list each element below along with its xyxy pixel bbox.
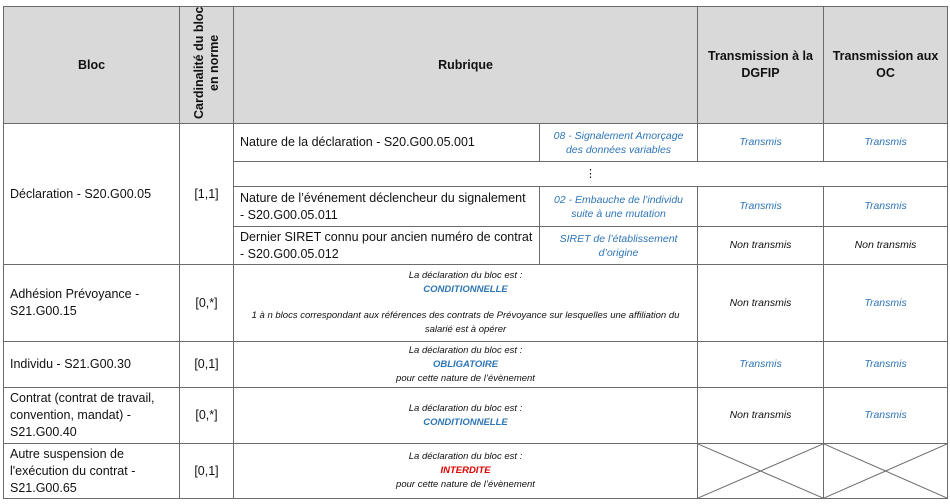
rule-line: La déclaration du bloc est : bbox=[408, 451, 523, 462]
table-row bbox=[4, 388, 948, 444]
valeur-cell: SIRET de l’établissement d’origine bbox=[540, 227, 698, 265]
rubrique-cell: Nature de la déclaration - S20.G00.05.001 bbox=[234, 124, 540, 162]
card-suspension: [0,1] bbox=[180, 444, 234, 499]
card-individu: [0,1] bbox=[180, 342, 234, 388]
header-cardinalite bbox=[180, 7, 234, 124]
dgfip-cell: Non transmis bbox=[698, 388, 824, 444]
table-row bbox=[4, 444, 948, 499]
status-conditionnelle: CONDITIONNELLE bbox=[423, 416, 508, 428]
cross-icon bbox=[824, 444, 947, 498]
oc-cell: Transmis bbox=[824, 187, 948, 227]
valeur-cell: 08 - Signalement Amorçage des données variables bbox=[540, 124, 698, 162]
rule-detail: pour cette nature de l’évènement bbox=[396, 479, 535, 490]
oc-cell: Transmis bbox=[824, 342, 948, 388]
rule-line: La déclaration du bloc est : bbox=[408, 270, 523, 281]
status-conditionnelle: CONDITIONNELLE bbox=[423, 284, 508, 295]
oc-cell: Transmis bbox=[824, 265, 948, 342]
card-declaration: [1,1] bbox=[180, 124, 234, 265]
rule-suspension bbox=[234, 444, 698, 499]
rule-contrat bbox=[234, 388, 698, 444]
rubrique-cell: Nature de l’événement déclencheur du signalement - S20.G00.05.011 bbox=[234, 187, 540, 227]
dsn-bloc-table bbox=[3, 6, 948, 499]
bloc-declaration: Déclaration - S20.G00.05 bbox=[4, 124, 180, 265]
header-bloc: Bloc bbox=[4, 7, 180, 124]
status-obligatoire: OBLIGATOIRE bbox=[432, 358, 499, 370]
header-row bbox=[4, 7, 948, 124]
bloc-contrat: Contrat (contrat de travail, convention, mandat) - S21.G00.40 bbox=[4, 388, 180, 444]
bloc-adhesion: Adhésion Prévoyance - S21.G00.15 bbox=[4, 265, 180, 342]
header-dgfip: Transmission à la DGFIP bbox=[698, 7, 824, 124]
rubrique-cell: Dernier SIRET connu pour ancien numéro de contrat - S20.G00.05.012 bbox=[234, 227, 540, 265]
rule-line: La déclaration du bloc est : bbox=[408, 344, 523, 356]
card-contrat: [0,*] bbox=[180, 388, 234, 444]
oc-cell: Transmis bbox=[824, 388, 948, 444]
header-rubrique: Rubrique bbox=[234, 7, 698, 124]
valeur-cell: 02 - Embauche de l’individu suite à une mutation bbox=[540, 187, 698, 227]
bloc-suspension: Autre suspension de l'exécution du contrat - S21.G00.65 bbox=[4, 444, 180, 499]
rule-adhesion bbox=[234, 265, 698, 342]
card-adhesion: [0,*] bbox=[180, 265, 234, 342]
dgfip-cell: Non transmis bbox=[698, 265, 824, 342]
rule-detail: 1 à n blocs correspondant aux références des contrats de Prévoyance sur lesquelles une affiliation du salarié est à opérer bbox=[251, 310, 680, 335]
rule-individu bbox=[234, 342, 698, 388]
oc-cell: Transmis bbox=[824, 124, 948, 162]
header-oc: Transmission aux OC bbox=[824, 7, 948, 124]
table-row bbox=[4, 265, 948, 342]
rule-line: La déclaration du bloc est : bbox=[408, 402, 523, 414]
dgfip-cell: Transmis bbox=[698, 342, 824, 388]
rule-detail: pour cette nature de l’évènement bbox=[396, 372, 535, 384]
dgfip-cell: Transmis bbox=[698, 187, 824, 227]
bloc-individu: Individu - S21.G00.30 bbox=[4, 342, 180, 388]
crossed-cell-oc bbox=[824, 444, 948, 499]
oc-cell: Non transmis bbox=[824, 227, 948, 265]
table-row bbox=[4, 342, 948, 388]
table-row bbox=[4, 124, 948, 162]
status-interdite: INTERDITE bbox=[440, 465, 491, 476]
ellipsis-row: ⋮ bbox=[234, 162, 948, 187]
crossed-cell-dgfip bbox=[698, 444, 824, 499]
header-cardinalite-label: Cardinalité du bloc en norme bbox=[191, 6, 221, 119]
dgfip-cell: Non transmis bbox=[698, 227, 824, 265]
cross-icon bbox=[698, 444, 823, 498]
dgfip-cell: Transmis bbox=[698, 124, 824, 162]
